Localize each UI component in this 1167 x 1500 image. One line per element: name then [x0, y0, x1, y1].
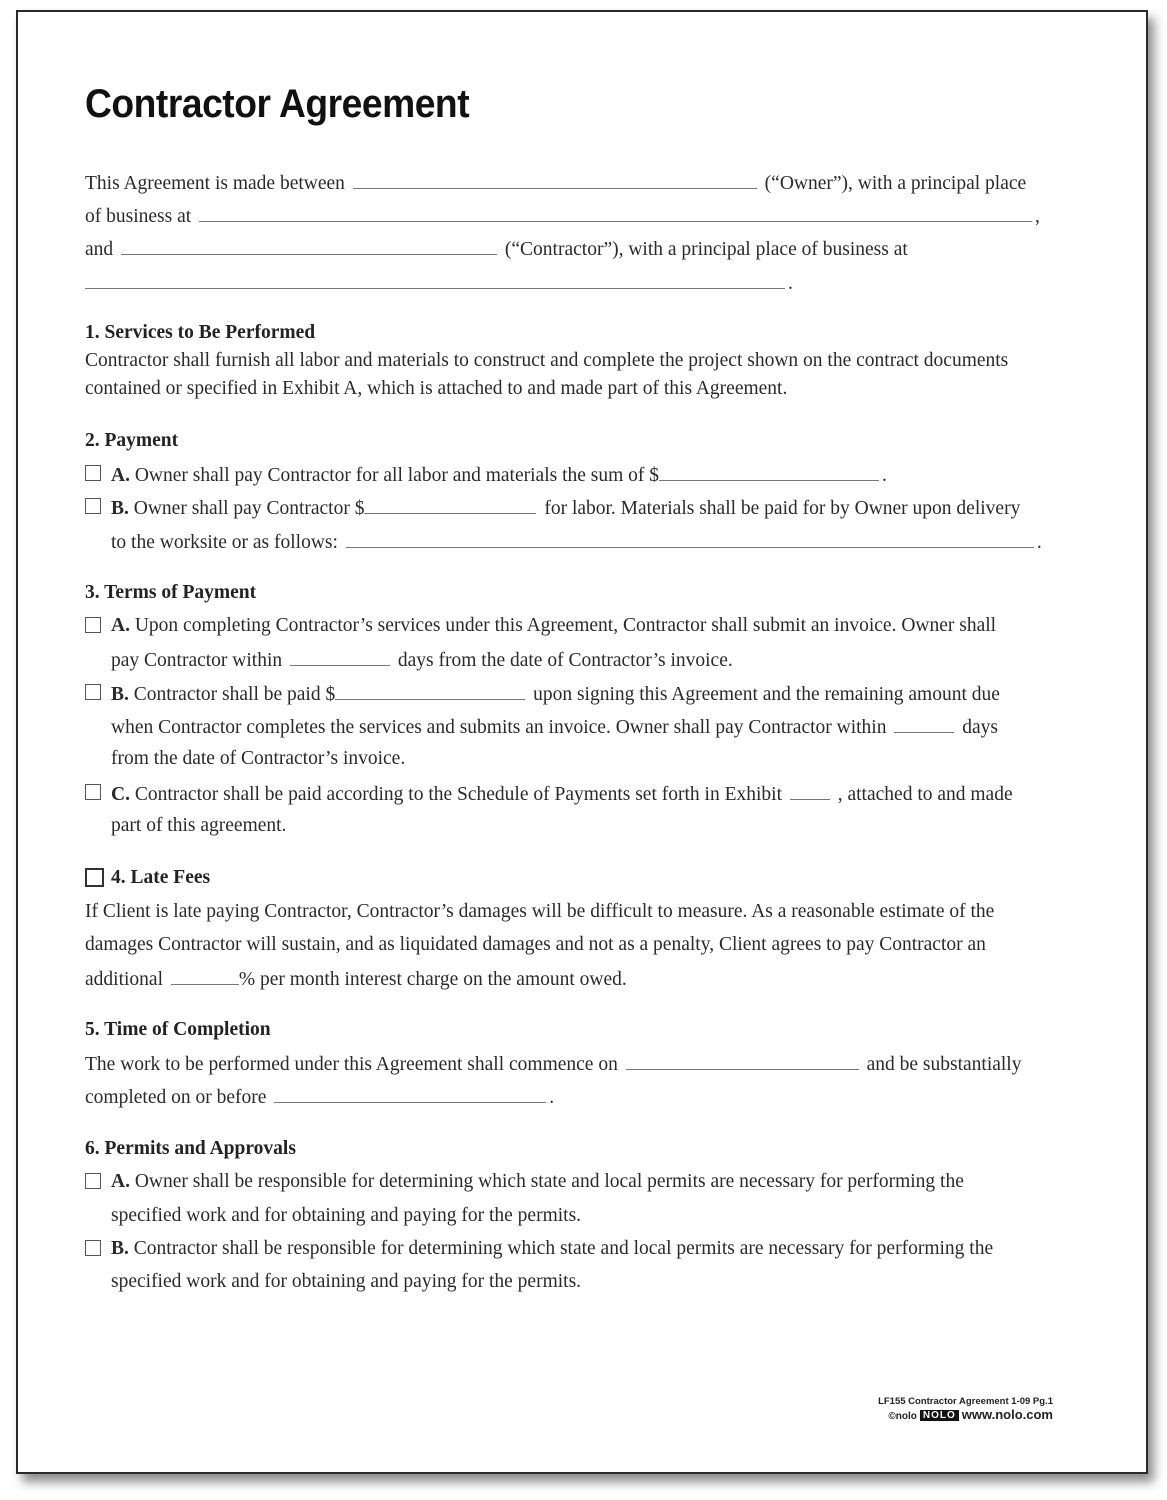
section-2-heading: 2. Payment — [85, 430, 179, 451]
option-6a-line-2: specified work and for obtaining and paying for the permits. — [111, 1205, 582, 1226]
option-6b-line-1: B. Contractor shall be responsible for determining which state and local permits are necessary for performing the — [111, 1238, 994, 1259]
option-2a: A. Owner shall pay Contractor for all labor and materials the sum of $ . — [111, 462, 887, 488]
option-6b-line-2: specified work and for obtaining and paying for the permits. — [111, 1271, 582, 1292]
option-3a-line-2: pay Contractor within days from the date of Contractor’s invoice. — [111, 647, 733, 673]
option-3a-line-1: A. Upon completing Contractor’s services under this Agreement, Contractor shall submit an invoice. Owner shall — [111, 615, 997, 636]
checkbox-6b[interactable] — [85, 1240, 101, 1256]
nolo-logo: NOLO — [920, 1410, 959, 1421]
footer-brand — [888, 1407, 1053, 1422]
section-4-heading: 4. Late Fees — [111, 867, 211, 888]
section-4-text-2: damages Contractor will sustain, and as liquidated damages and not as a penalty, Client agrees to pay Contractor an — [85, 934, 986, 955]
total-sum-field[interactable] — [659, 462, 879, 481]
checkbox-3c[interactable] — [85, 784, 101, 800]
section-1-text-2: contained or specified in Exhibit A, which is attached to and made part of this Agreement. — [85, 378, 788, 399]
section-4-text-3: additional % per month interest charge on the amount owed. — [85, 966, 627, 992]
interest-rate-field[interactable] — [171, 966, 239, 985]
copyright: ©nolo — [888, 1411, 917, 1422]
owner-address-field[interactable] — [199, 203, 1032, 222]
intro-line-2: of business at , — [85, 203, 1040, 229]
checkbox-3b[interactable] — [85, 684, 101, 700]
form-id: LF155 Contractor Agreement 1-09 Pg.1 — [878, 1396, 1053, 1407]
exhibit-field[interactable] — [790, 781, 830, 800]
owner-name-field[interactable] — [353, 170, 757, 189]
completion-date-field[interactable] — [274, 1084, 546, 1103]
section-3-heading: 3. Terms of Payment — [85, 582, 257, 603]
option-3b-line-2: when Contractor completes the services and submits an invoice. Owner shall pay Contractor within days — [111, 714, 998, 740]
option-3b-line-1: B. Contractor shall be paid $ upon signing this Agreement and the remaining amount due — [111, 681, 1000, 707]
section-5-text-1: The work to be performed under this Agreement shall commence on and be substantially — [85, 1051, 1021, 1077]
website-url[interactable]: www.nolo.com — [961, 1407, 1053, 1422]
contractor-name-field[interactable] — [121, 236, 497, 255]
section-1-text-1: Contractor shall furnish all labor and materials to construct and complete the project shown on the contract documents — [85, 350, 1009, 371]
checkbox-2b[interactable] — [85, 498, 101, 514]
section-6-heading: 6. Permits and Approvals — [85, 1138, 296, 1159]
section-5-text-2: completed on or before . — [85, 1084, 554, 1110]
option-3c-line-1: C. Contractor shall be paid according to the Schedule of Payments set forth in Exhibit , attached to and made — [111, 781, 1013, 807]
checkbox-6a[interactable] — [85, 1173, 101, 1189]
option-3c-line-2: part of this agreement. — [111, 815, 287, 836]
section-5-heading: 5. Time of Completion — [85, 1019, 271, 1040]
option-2b-line-2: to the worksite or as follows: . — [111, 529, 1042, 555]
checkbox-4-late-fees[interactable] — [85, 868, 104, 887]
checkbox-2a[interactable] — [85, 465, 101, 481]
intro-line-1: This Agreement is made between (“Owner”), with a principal place — [85, 170, 1026, 196]
intro-line-3: and (“Contractor”), with a principal place of business at — [85, 236, 908, 262]
section-1-heading: 1. Services to Be Performed — [85, 322, 316, 343]
contractor-address-field[interactable] — [85, 270, 785, 289]
start-date-field[interactable] — [626, 1051, 859, 1070]
document-title: Contractor Agreement — [85, 82, 470, 126]
remaining-days-field[interactable] — [894, 714, 954, 733]
payment-days-field[interactable] — [290, 647, 390, 666]
option-3b-line-3: from the date of Contractor’s invoice. — [111, 748, 406, 769]
deposit-amount-field[interactable] — [335, 681, 525, 700]
option-6a-line-1: A. Owner shall be responsible for determining which state and local permits are necessary for performing the — [111, 1171, 964, 1192]
section-4-text-1: If Client is late paying Contractor, Contractor’s damages will be difficult to measure. As a reasonable estimate of the — [85, 901, 995, 922]
materials-payment-field[interactable] — [346, 529, 1034, 548]
option-2b-line-1: B. Owner shall pay Contractor $ for labor. Materials shall be paid for by Owner upon delivery — [111, 495, 1020, 521]
labor-amount-field[interactable] — [364, 495, 536, 514]
intro-line-4: . — [85, 270, 793, 296]
checkbox-3a[interactable] — [85, 617, 101, 633]
